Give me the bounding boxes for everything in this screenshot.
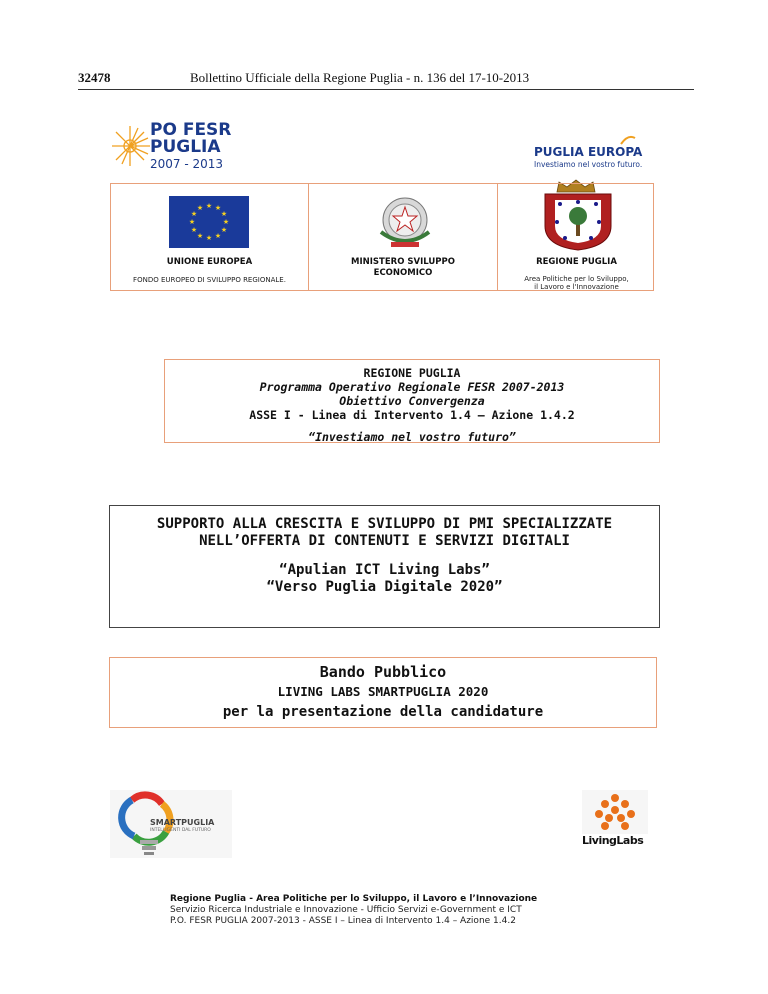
mise-title-line2: ECONOMICO (373, 268, 433, 278)
po-fesr-line2: PUGLIA (150, 137, 221, 157)
footer-line3: P.O. FESR PUGLIA 2007-2013 - ASSE I – Linea di Intervento 1.4 – Azione 1.4.2 (170, 916, 516, 926)
regione-subtitle-line2: il Lavoro e l'Innovazione (534, 283, 619, 291)
title-line2: NELL’OFFERTA DI CONTENUTI E SERVIZI DIGITALI (199, 533, 570, 549)
smartpuglia-text: SMARTPUGLIA (150, 818, 215, 827)
bando-line1: Bando Pubblico (319, 663, 447, 681)
puglia-europa-tagline: Investiamo nel vostro futuro. (534, 160, 643, 169)
footer-line1: Regione Puglia - Area Politiche per lo Sviluppo, il Lavoro e l’Innovazione (170, 894, 538, 904)
ue-subtitle: FONDO EUROPEO DI SVILUPPO REGIONALE. (133, 276, 286, 284)
po-fesr-logo-text (150, 122, 231, 156)
title-quote1: “Apulian ICT Living Labs” (279, 562, 490, 578)
svg-text:★: ★ (220, 226, 228, 234)
svg-text:★: ★ (205, 234, 213, 242)
svg-text:★: ★ (190, 226, 198, 234)
eu-flag-icon (169, 196, 249, 248)
livinglabs-text: LivingLabs (582, 834, 644, 847)
title-line1: SUPPORTO ALLA CRESCITA E SVILUPPO DI PMI SPECIALIZZATE (156, 516, 613, 532)
bando-line3: per la presentazione della candidature (222, 704, 544, 720)
bando-line2: LIVING LABS SMARTPUGLIA 2020 (277, 684, 489, 699)
regione-subtitle (498, 275, 655, 291)
program-line4: ASSE I - Linea di Intervento 1.4 – Azione 1.4.2 (249, 408, 575, 422)
footer (170, 894, 590, 927)
po-fesr-sun-icon (110, 118, 154, 168)
program-box (164, 359, 660, 443)
title-quote2: “Verso Puglia Digitale 2020” (266, 579, 503, 595)
po-fesr-line1: PO FESR (150, 120, 232, 140)
svg-text:★: ★ (196, 204, 204, 212)
bando-box (109, 657, 657, 728)
header-rule (78, 89, 694, 90)
bulletin-title: Bollettino Ufficiale della Regione Puglia - n. 136 del 17-10-2013 (190, 70, 530, 85)
page-number: 32478 (78, 70, 111, 85)
regione-subtitle-line1: Area Politiche per lo Sviluppo, (524, 275, 629, 283)
svg-text:★: ★ (190, 210, 198, 218)
title-box (109, 505, 660, 628)
logo-panel (110, 183, 654, 291)
svg-text:★: ★ (205, 202, 213, 210)
program-line1: REGIONE PUGLIA (363, 366, 461, 380)
svg-text:★: ★ (214, 204, 222, 212)
svg-text:★: ★ (220, 210, 228, 218)
svg-text:★: ★ (222, 218, 230, 226)
svg-text:★: ★ (214, 232, 222, 240)
livinglabs-logo-icon (582, 790, 648, 834)
mise-title-line1: MINISTERO SVILUPPO (351, 257, 455, 267)
smartpuglia-tagline: INTELLIGENTI DAL FUTURO (150, 828, 211, 833)
puglia-europa-title: PUGLIA EUROPA (534, 145, 643, 159)
svg-text:★: ★ (188, 218, 196, 226)
po-fesr-years: 2007 - 2013 (150, 157, 224, 171)
italian-emblem-icon (373, 192, 437, 252)
regione-title: REGIONE PUGLIA (536, 257, 617, 267)
program-line2: Programma Operativo Regionale FESR 2007-2013 (259, 380, 565, 394)
footer-line2: Servizio Ricerca Industriale e Innovazione - Ufficio Servizi e-Government e ICT (170, 905, 522, 915)
program-line3: Obiettivo Convergenza (339, 394, 485, 408)
regione-puglia-crest-icon (541, 190, 615, 252)
program-motto: “Investiamo nel vostro futuro” (308, 430, 516, 444)
mise-title (309, 257, 497, 279)
ue-title: UNIONE EUROPEA (166, 257, 253, 267)
svg-text:★: ★ (196, 232, 204, 240)
